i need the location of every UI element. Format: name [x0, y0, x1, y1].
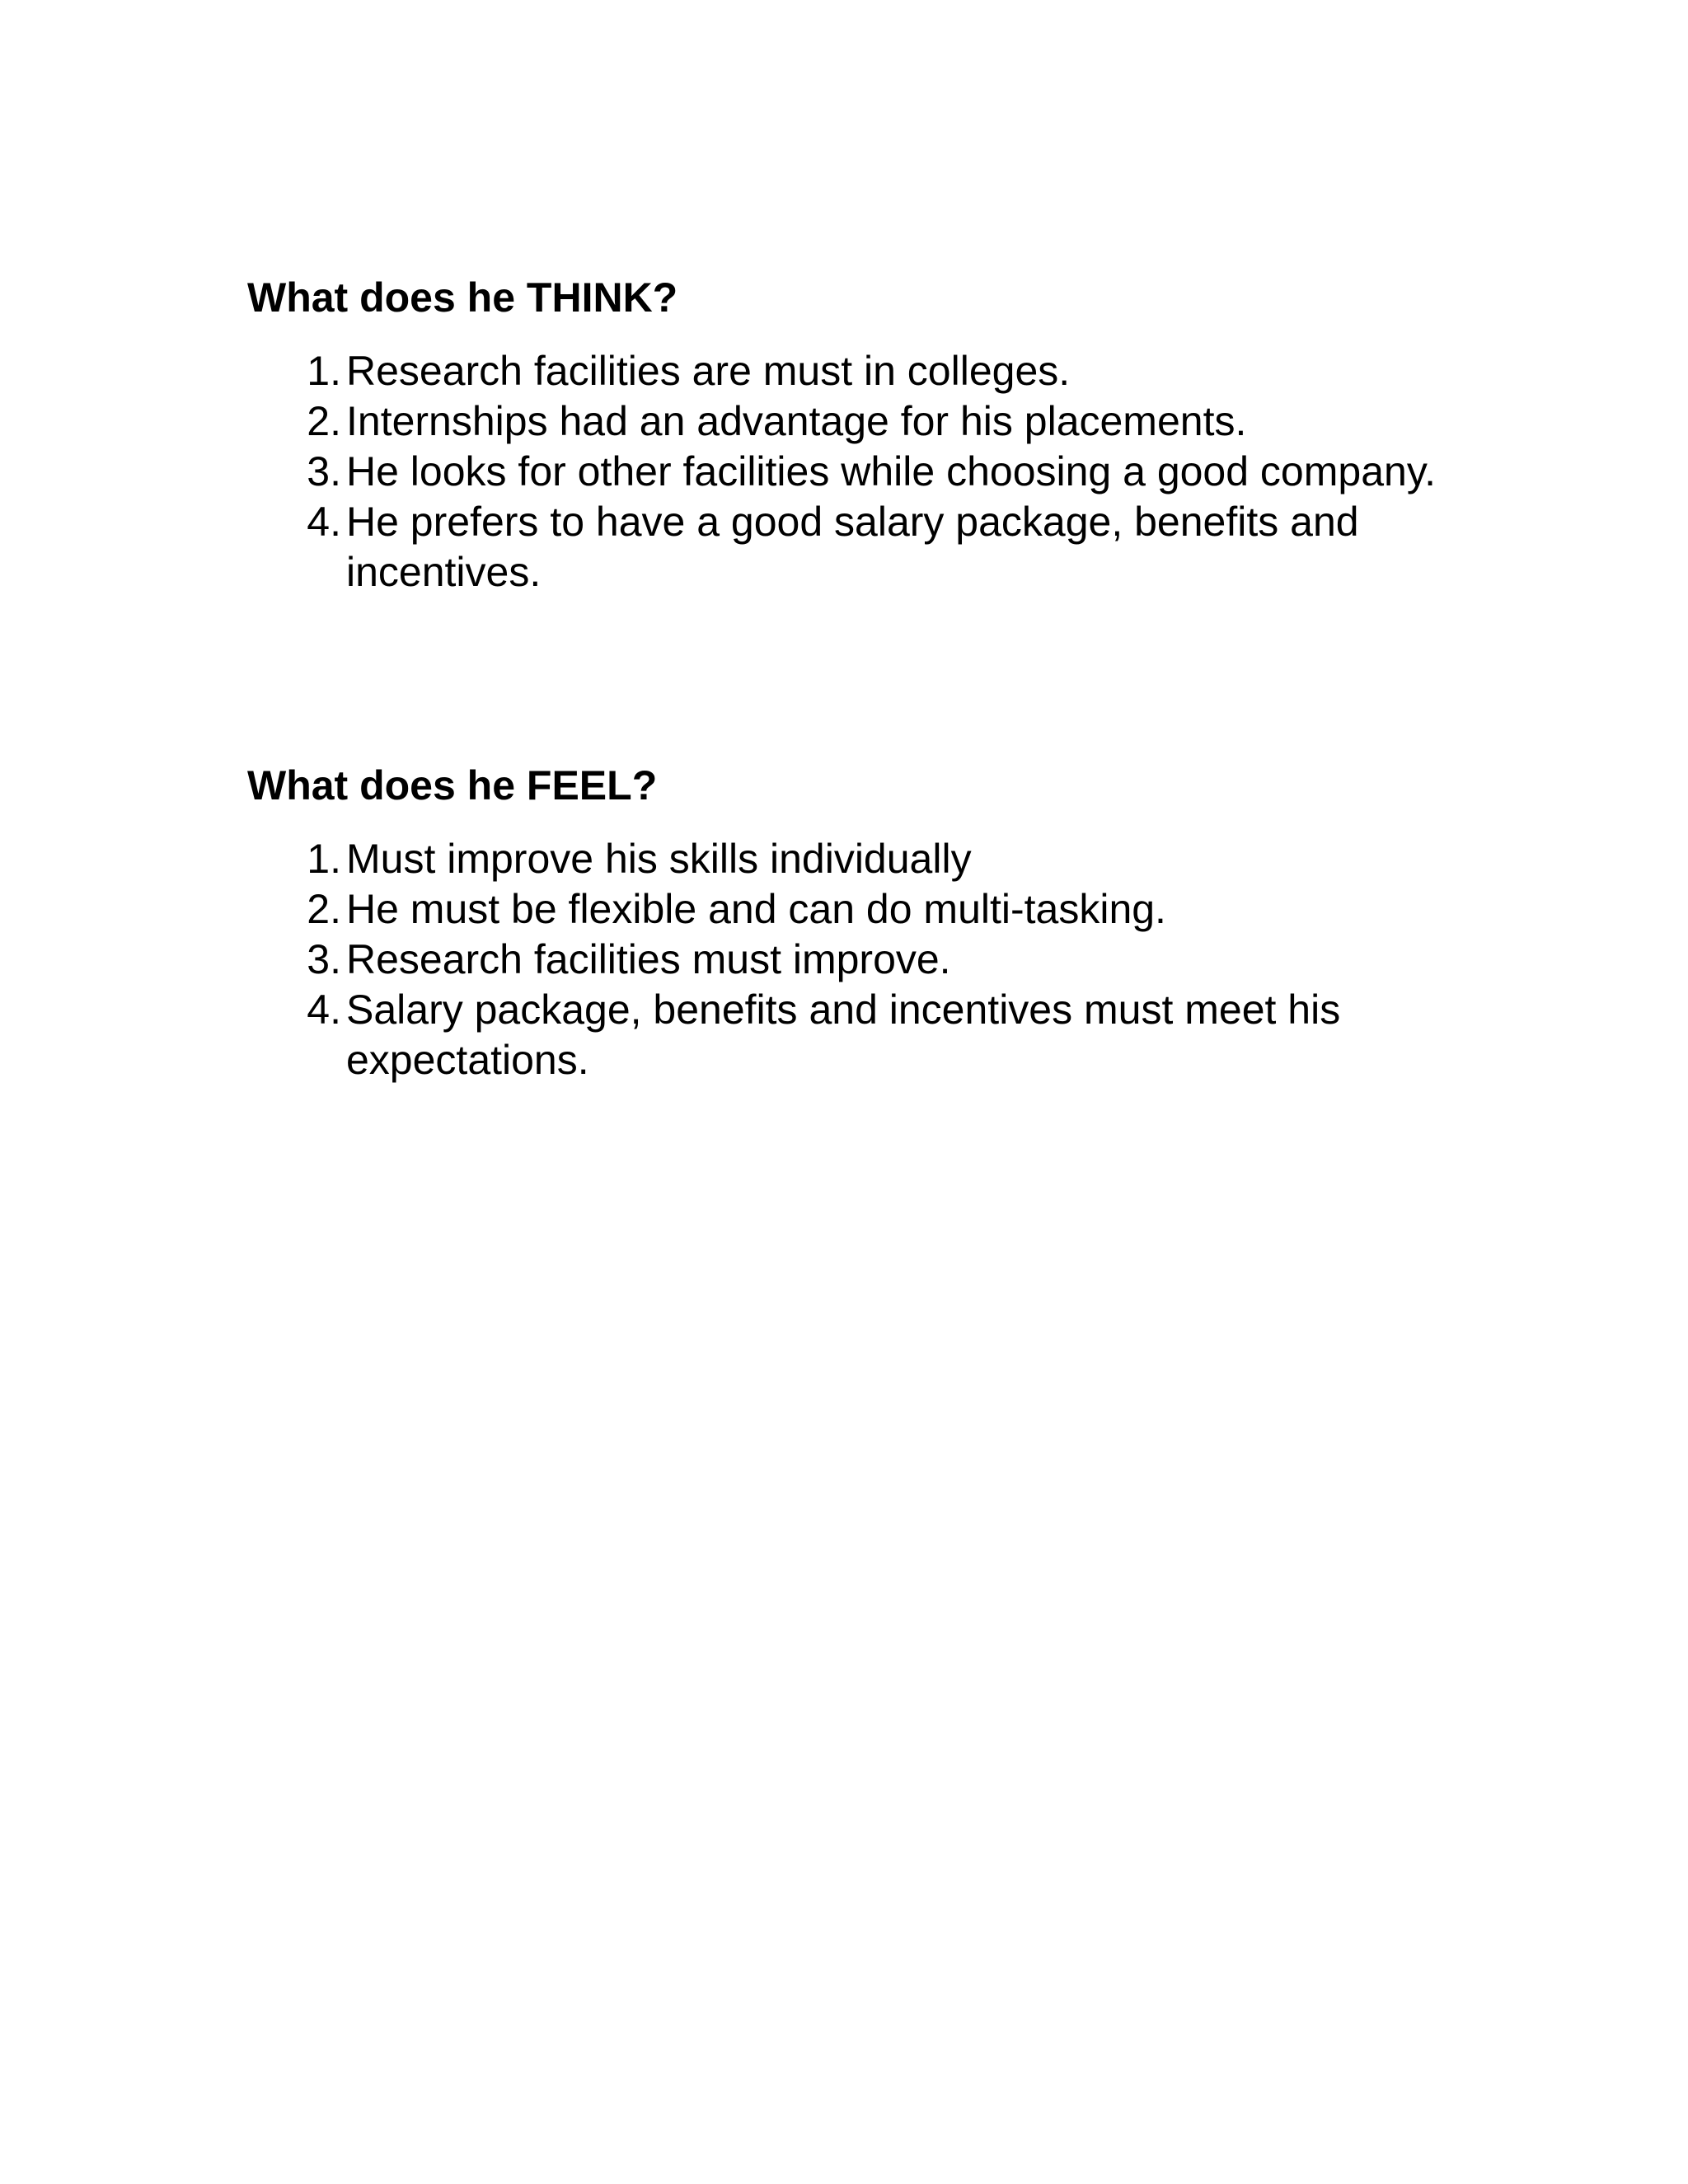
list-item-number: 2 . — [295, 396, 341, 447]
list-item-number: 2 . — [295, 884, 341, 935]
numbered-list — [247, 346, 1467, 598]
numbered-list — [247, 834, 1467, 1085]
list-item — [307, 985, 1467, 1085]
list-item-text: Research facilities must improve. — [346, 936, 951, 982]
list-item — [307, 346, 1467, 396]
list-item-text: Must improve his skills individually — [346, 836, 972, 882]
list-item-number: 1 . — [295, 346, 341, 396]
list-item-number: 4 . — [295, 985, 341, 1035]
list-item-number: 3 . — [295, 935, 341, 985]
list-item-text: He must be flexible and can do multi-tasking. — [346, 886, 1166, 932]
list-item-text: Salary package, benefits and incentives must meet his expectations. — [346, 987, 1341, 1083]
section-feel — [247, 760, 1467, 1085]
list-item-text: Research facilities are must in colleges. — [346, 348, 1071, 394]
list-item-number: 1 . — [295, 834, 341, 884]
list-item-text: He looks for other facilities while choosing a good company. — [346, 448, 1436, 494]
list-item-text: Internships had an advantage for his placements. — [346, 398, 1247, 444]
list-item — [307, 497, 1467, 598]
list-item-number: 3 . — [295, 447, 341, 497]
list-item-number: 4 . — [295, 497, 341, 547]
list-item — [307, 834, 1467, 884]
list-item-text: He prefers to have a good salary package, benefits and incentives. — [346, 499, 1359, 595]
list-item — [307, 396, 1467, 447]
list-item — [307, 935, 1467, 985]
list-item — [307, 447, 1467, 497]
section-think — [247, 272, 1467, 598]
section-heading: What does he FEEL? — [247, 762, 658, 808]
list-item — [307, 884, 1467, 935]
section-heading: What does he THINK? — [247, 274, 678, 321]
